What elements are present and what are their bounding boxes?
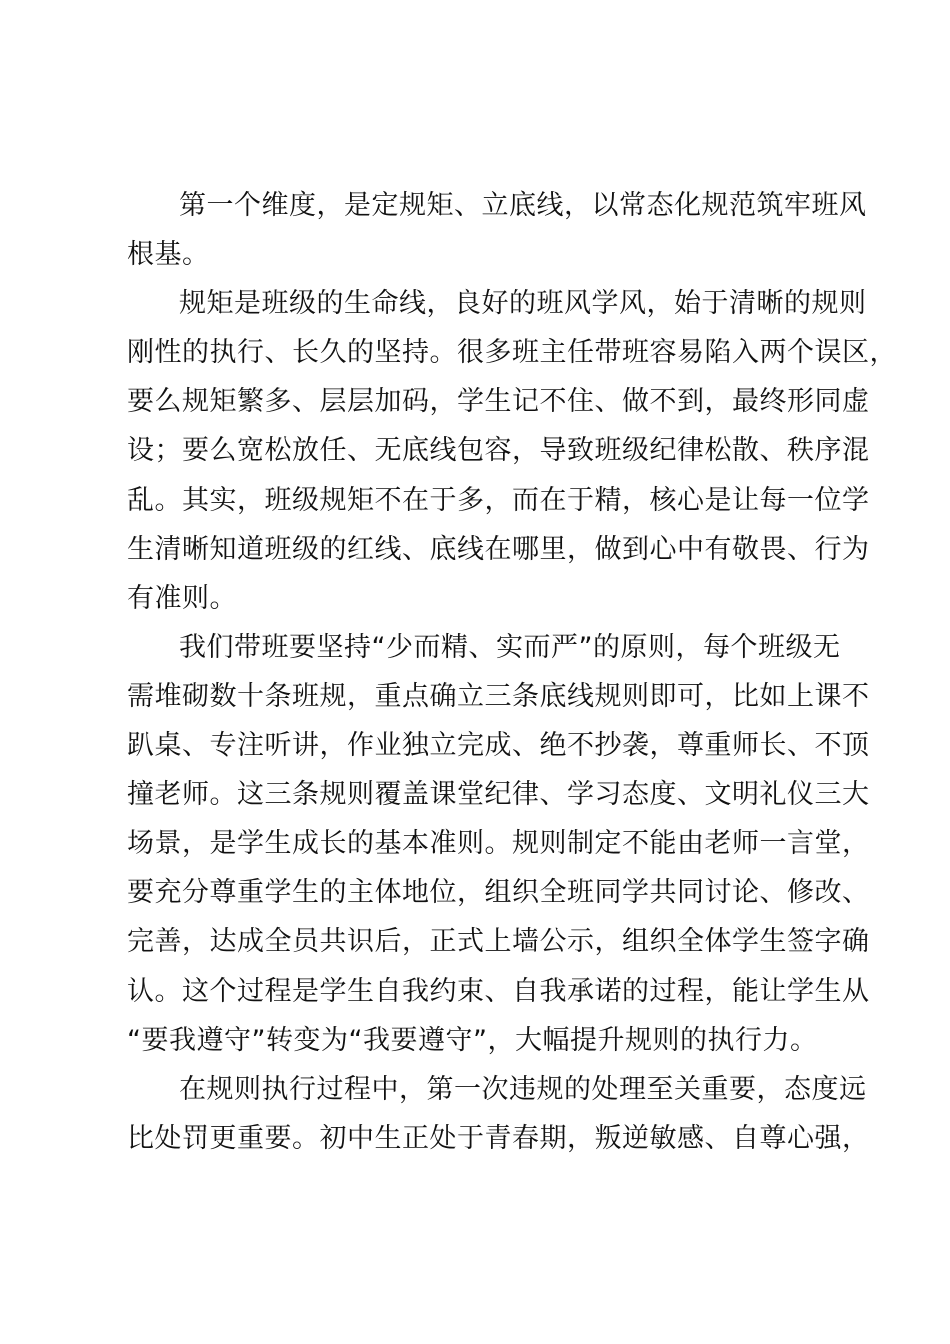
text-line: “要我遵守”转变为“我要遵守”，大幅提升规则的执行力。 — [127, 1024, 818, 1056]
text-line: 比处罚更重要。初中生正处于青春期，叛逆敏感、自尊心强， — [127, 1122, 870, 1154]
text-line: 规矩是班级的生命线，良好的班风学风，始于清晰的规则 — [179, 288, 867, 320]
text-line: 需堆砌数十条班规，重点确立三条底线规则即可，比如上课不 — [127, 680, 870, 712]
body-text — [127, 181, 897, 1163]
text-line: 我们带班要坚持“少而精、实而严”的原则，每个班级无 — [179, 631, 841, 663]
text-line: 场景，是学生成长的基本准则。规则制定不能由老师一言堂， — [127, 828, 870, 860]
text-line: 生清晰知道班级的红线、底线在哪里，做到心中有敬畏、行为 — [127, 533, 870, 565]
text-line: 认。这个过程是学生自我约束、自我承诺的过程，能让学生从 — [127, 975, 870, 1007]
text-line: 趴桌、专注听讲，作业独立完成、绝不抄袭，尊重师长、不顶 — [127, 730, 870, 762]
text-line: 有准则。 — [127, 582, 237, 614]
text-line: 撞老师。这三条规则覆盖课堂纪律、学习态度、文明礼仪三大 — [127, 779, 870, 811]
text-line: 要么规矩繁多、层层加码，学生记不住、做不到，最终形同虚 — [127, 386, 870, 418]
text-line: 乱。其实，班级规矩不在于多，而在于精，核心是让每一位学 — [127, 484, 870, 516]
text-line: 刚性的执行、长久的坚持。很多班主任带班容易陷入两个误区， — [127, 337, 897, 369]
text-line: 完善，达成全员共识后，正式上墙公示，组织全体学生签字确 — [127, 926, 870, 958]
text-line: 根基。 — [127, 239, 210, 271]
text-line: 设；要么宽松放任、无底线包容，导致班级纪律松散、秩序混 — [127, 435, 870, 467]
text-line: 在规则执行过程中，第一次违规的处理至关重要，态度远 — [179, 1073, 867, 1105]
text-line: 要充分尊重学生的主体地位，组织全班同学共同讨论、修改、 — [127, 877, 870, 909]
text-line: 第一个维度，是定规矩、立底线，以常态化规范筑牢班风 — [179, 190, 867, 221]
